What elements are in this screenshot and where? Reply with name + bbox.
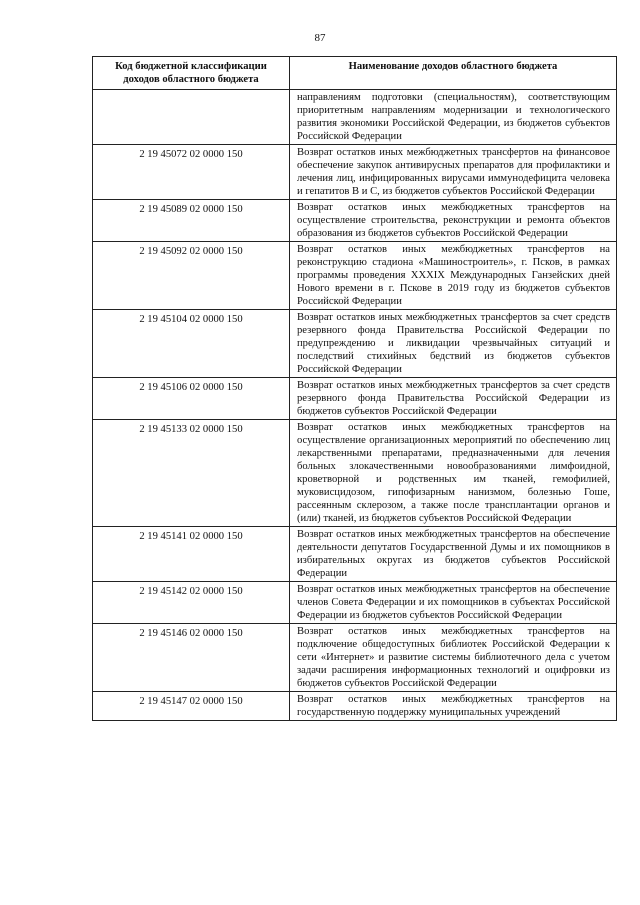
table-row	[93, 527, 617, 582]
row-code: 2 19 45104 02 0000 150	[93, 310, 290, 378]
page-number: 87	[314, 32, 326, 44]
table-row	[93, 692, 617, 721]
row-code: 2 19 45072 02 0000 150	[93, 145, 290, 200]
row-code: 2 19 45106 02 0000 150	[93, 378, 290, 420]
row-name: Возврат остатков иных межбюджетных трансфертов на реконструкцию стадиона «Машиностроитель», г. Псков, в рамках программы проведения XXXIX Международных Ганзейских дней Нового времени в г. Пскове в 2019 году из бюджетов субъектов Российской Федерации	[290, 242, 617, 310]
row-code: 2 19 45146 02 0000 150	[93, 624, 290, 692]
row-code	[93, 90, 290, 145]
row-name: Возврат остатков иных межбюджетных трансфертов за счет средств резервного фонда Правительства Российской Федерации из бюджетов субъектов Российской Федерации	[290, 378, 617, 420]
table-row	[93, 310, 617, 378]
header-code: Код бюджетной классификации доходов областного бюджета	[93, 57, 290, 90]
budget-classification-table	[92, 56, 617, 721]
row-name: Возврат остатков иных межбюджетных трансфертов на осуществление организационных мероприятий по обеспечению лиц лекарственными препаратами, предназначенными для лечения больных злокачественными новообразованиями лимфоидной, кроветворной и родственных им тканей, гемофилией, муковисцидозом, гипофизарным нанизмом, болезнью Гоше, рассеянным склерозом, а также после трансплантации органов и (или) тканей, из бюджетов субъектов Российской Федерации	[290, 420, 617, 527]
row-code: 2 19 45147 02 0000 150	[93, 692, 290, 721]
row-name: Возврат остатков иных межбюджетных трансфертов за счет средств резервного фонда Правительства Российской Федерации по предупреждению и ликвидации чрезвычайных ситуаций и последствий стихийных бедствий из бюджетов субъектов Российской Федерации	[290, 310, 617, 378]
header-name: Наименование доходов областного бюджета	[290, 57, 617, 90]
row-name: Возврат остатков иных межбюджетных трансфертов на осуществление строительства, реконструкции и ремонта объектов образования из бюджетов субъектов Российской Федерации	[290, 200, 617, 242]
row-name: направлениям подготовки (специальностям), соответствующим приоритетным направлениям модернизации и технологического развития экономики Российской Федерации, из бюджетов субъектов Российской Федерации	[290, 90, 617, 145]
table-row	[93, 582, 617, 624]
table-row	[93, 200, 617, 242]
row-code: 2 19 45141 02 0000 150	[93, 527, 290, 582]
table-row	[93, 624, 617, 692]
row-name: Возврат остатков иных межбюджетных трансфертов на государственную поддержку муниципальных учреждений	[290, 692, 617, 721]
table-row	[93, 242, 617, 310]
table-header-row	[93, 57, 617, 90]
row-name: Возврат остатков иных межбюджетных трансфертов на обеспечение членов Совета Федерации и их помощников в субъектах Российской Федерации из бюджетов субъектов Российской Федерации	[290, 582, 617, 624]
row-code: 2 19 45142 02 0000 150	[93, 582, 290, 624]
table-row	[93, 90, 617, 145]
row-name: Возврат остатков иных межбюджетных трансфертов на финансовое обеспечение закупок антивирусных препаратов для профилактики и лечения лиц, инфицированных вирусами иммунодефицита человека и гепатитов В и С, из бюджетов субъектов Российской Федерации	[290, 145, 617, 200]
row-name: Возврат остатков иных межбюджетных трансфертов на подключение общедоступных библиотек Российской Федерации к сети «Интернет» и развитие системы библиотечного дела с учетом задачи расширения информационных технологий и оцифровки из бюджетов субъектов Российской Федерации	[290, 624, 617, 692]
table-row	[93, 420, 617, 527]
row-code: 2 19 45092 02 0000 150	[93, 242, 290, 310]
table-row	[93, 145, 617, 200]
row-name: Возврат остатков иных межбюджетных трансфертов на обеспечение деятельности депутатов Государственной Думы и их помощников в избирательных округах из бюджетов субъектов Российской Федерации	[290, 527, 617, 582]
row-code: 2 19 45133 02 0000 150	[93, 420, 290, 527]
row-code: 2 19 45089 02 0000 150	[93, 200, 290, 242]
table-row	[93, 378, 617, 420]
